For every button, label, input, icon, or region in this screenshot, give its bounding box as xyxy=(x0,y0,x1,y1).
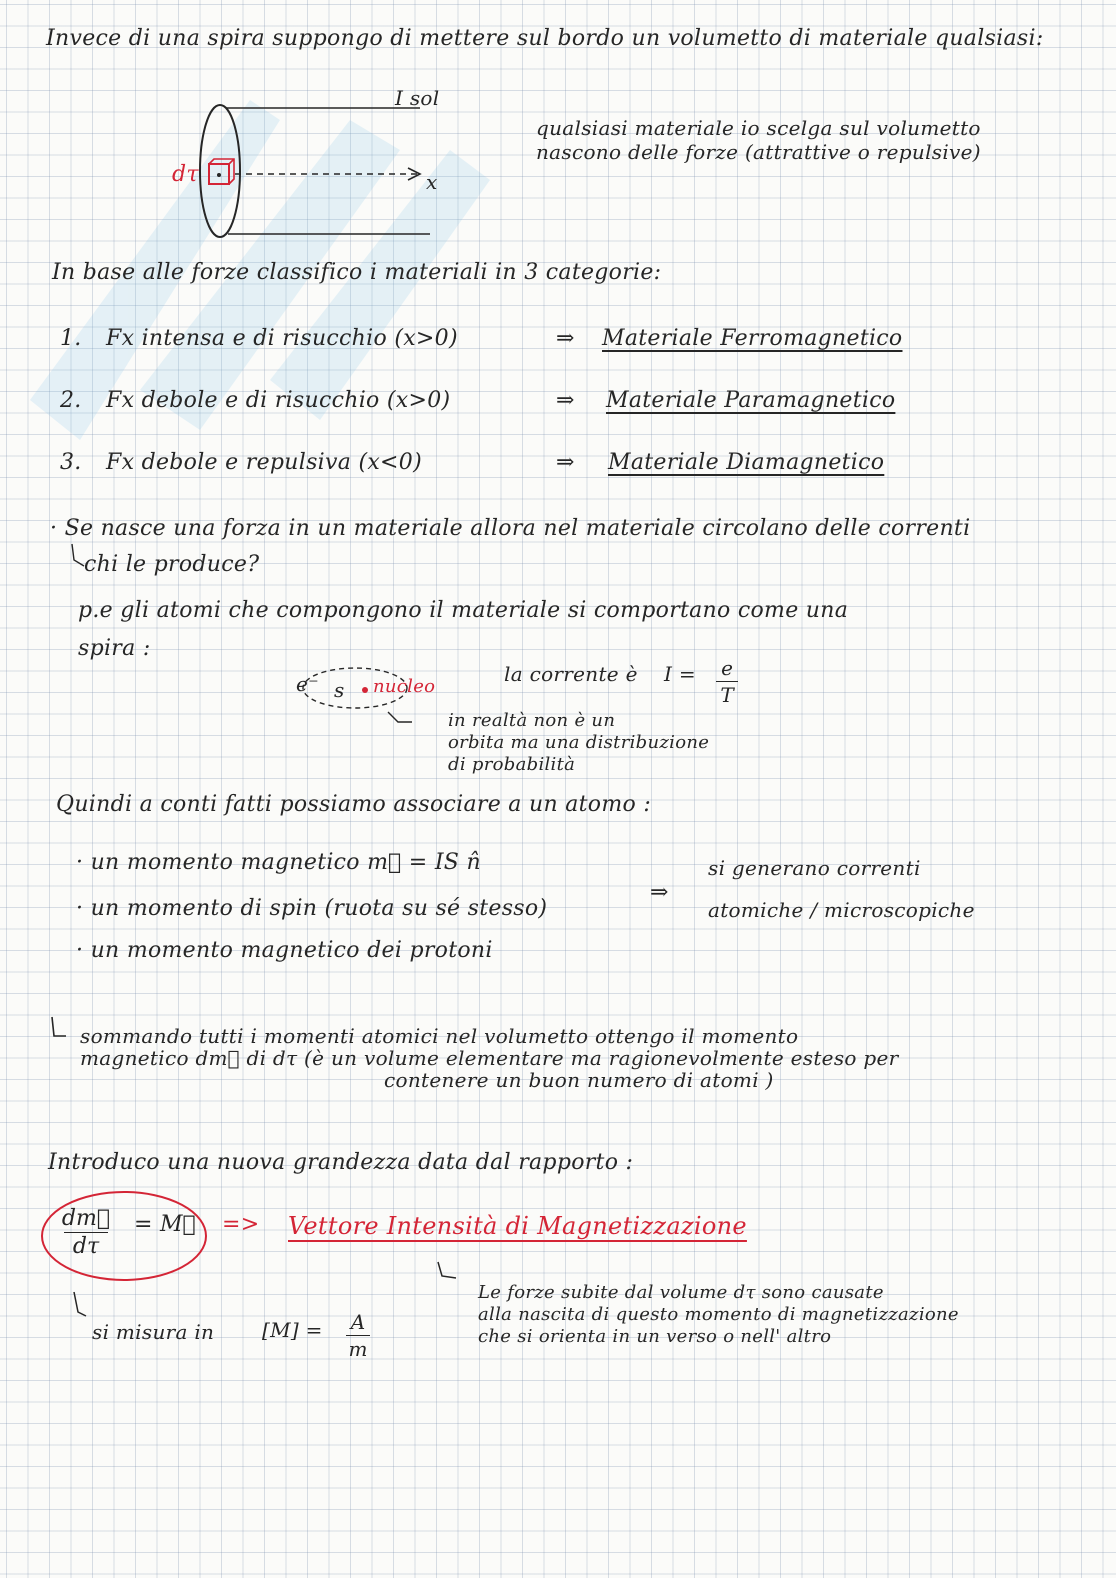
orbit-note-line2: orbita ma una distribuzione xyxy=(448,732,710,753)
intro-text: Invece di una spira suppongo di mettere sul bordo un volumetto di materiale qualsiasi: xyxy=(46,26,1044,51)
category-1-result: Materiale Ferromagnetico xyxy=(602,326,903,351)
measure-unit-lhs: [M] = xyxy=(262,1318,323,1342)
bullets-result-line2: atomiche / microscopiche xyxy=(708,898,975,922)
bullet-proton-moment: · un momento magnetico dei protoni xyxy=(76,938,493,963)
measure-unit-numerator: A xyxy=(350,1310,366,1334)
note-forces-line2: nascono delle forze (attrattive o repulsive) xyxy=(536,140,981,164)
category-3-description: Fx debole e repulsiva (x<0) xyxy=(106,450,422,475)
boxed-arrow: => xyxy=(222,1212,260,1237)
label-x: x xyxy=(426,170,438,194)
associate-heading: Quindi a conti fatti possiamo associare a un atomo : xyxy=(56,792,652,817)
summing-line1: sommando tutti i momenti atomici nel volumetto ottengo il momento xyxy=(80,1024,799,1048)
category-2-number: 2. xyxy=(60,388,82,413)
currents-line1: · Se nasce una forza in un materiale allora nel materiale circolano delle correnti xyxy=(50,516,971,541)
orbit-note-line3: di probabilità xyxy=(448,754,576,775)
corrente-label: la corrente è xyxy=(504,662,638,686)
formula-i-lhs: I = xyxy=(664,662,696,686)
measure-unit-denominator: m xyxy=(348,1337,368,1361)
formula-i-fraction xyxy=(716,656,738,707)
category-3-number: 3. xyxy=(60,450,82,475)
introduce-heading: Introduco una nuova grandezza data dal rapporto : xyxy=(48,1150,634,1175)
formula-i-numerator: e xyxy=(721,656,733,680)
formula-i-denominator: T xyxy=(720,683,734,707)
boxed-numerator: dm⃗ xyxy=(61,1206,111,1231)
atoms-line1: p.e gli atomi che compongono il materiale si comportano come una xyxy=(78,598,849,623)
category-1-description: Fx intensa e di risucchio (x>0) xyxy=(106,326,458,351)
bullet-spin-moment: · un momento di spin (ruota su sé stesso) xyxy=(76,896,548,921)
boxed-denominator: dτ xyxy=(72,1234,100,1259)
forces-note-line2: alla nascita di questo momento di magnetizzazione xyxy=(478,1304,959,1325)
note-forces-line1: qualsiasi materiale io scelga sul volumetto xyxy=(536,116,981,140)
atom-nucleus-label: nucleo xyxy=(373,676,436,697)
forces-note-line1: Le forze subite dal volume dτ sono causate xyxy=(478,1282,884,1303)
currents-question: chi le produce? xyxy=(84,552,260,577)
atom-electron-label: e⁻ xyxy=(296,672,319,696)
bullet-magnetic-moment: · un momento magnetico m⃗ = IS n̂ xyxy=(76,850,481,875)
summing-line2: magnetico dm⃗ di dτ (è un volume elementare ma ragionevolmente esteso per xyxy=(80,1046,899,1070)
category-2-result: Materiale Paramagnetico xyxy=(606,388,896,413)
label-isol: I sol xyxy=(395,86,440,110)
category-3-result: Materiale Diamagnetico xyxy=(608,450,885,475)
category-2-description: Fx debole e di risucchio (x>0) xyxy=(106,388,451,413)
boxed-fraction xyxy=(61,1206,111,1259)
bullets-result-line1: si generano correnti xyxy=(708,856,921,880)
label-dt: dτ xyxy=(172,162,199,187)
measure-unit-fraction xyxy=(346,1310,370,1361)
vector-name: Vettore Intensità di Magnetizzazione xyxy=(288,1212,747,1240)
measure-label: si misura in xyxy=(92,1320,215,1344)
classify-heading: In base alle forze classifico i materiali in 3 categorie: xyxy=(52,260,662,285)
boxed-equation: = M⃗ xyxy=(134,1212,197,1237)
orbit-note-line1: in realtà non è un xyxy=(448,710,616,731)
category-3-arrow: ⇒ xyxy=(556,450,575,475)
forces-note-line3: che si orienta in un verso o nell' altro xyxy=(478,1326,832,1347)
category-1-arrow: ⇒ xyxy=(556,326,575,351)
category-1-number: 1. xyxy=(60,326,82,351)
atoms-line2: spira : xyxy=(78,636,151,661)
category-2-arrow: ⇒ xyxy=(556,388,575,413)
atom-s-label: s xyxy=(334,678,345,702)
bullets-arrow: ⇒ xyxy=(650,880,669,905)
summing-line3: contenere un buon numero di atomi ) xyxy=(384,1068,774,1092)
